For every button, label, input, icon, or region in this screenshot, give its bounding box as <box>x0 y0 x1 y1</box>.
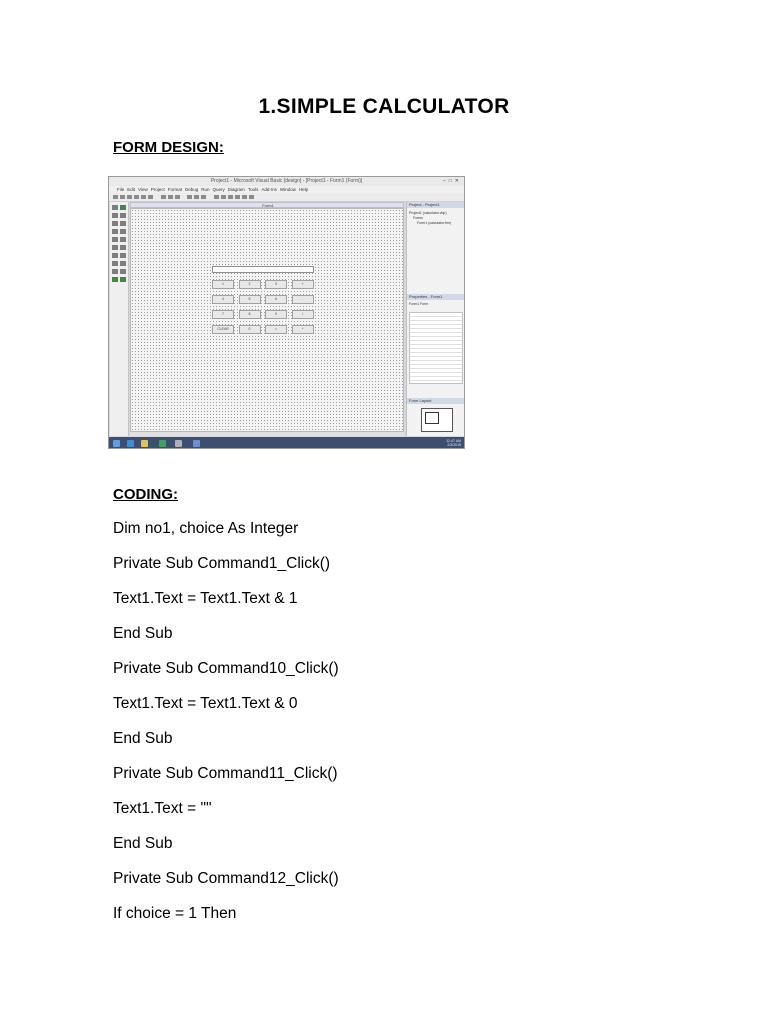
file-tool-icon <box>120 261 126 266</box>
calculator-button: - <box>292 295 314 304</box>
coding-heading: CODING: <box>113 486 178 503</box>
ide-menu-item: Query <box>212 187 225 192</box>
properties-pane-header: Properties - Form1 <box>407 294 465 300</box>
ide-window-title: Project1 - Microsoft Visual Basic [design] - [Project1 - Form1 (Form)] <box>210 178 363 184</box>
clock-time: 12:47 AM <box>446 439 461 443</box>
code-line: Private Sub Command1_Click() <box>113 555 331 572</box>
toolbar-icon <box>187 195 192 199</box>
calculator-button: CLEAR <box>212 325 234 334</box>
ide-toolbar <box>109 193 464 202</box>
toolbar-icon <box>120 195 125 199</box>
calculator-button: + <box>292 280 314 289</box>
calculator-button: 3 <box>265 280 287 289</box>
code-line: Private Sub Command11_Click() <box>113 765 338 782</box>
form-design-screenshot <box>108 176 465 449</box>
browser-icon <box>127 440 134 447</box>
frame-tool-icon <box>112 221 118 226</box>
toolbar-icon <box>194 195 199 199</box>
ide-menu-item: Edit <box>127 187 136 192</box>
code-line: End Sub <box>113 625 173 642</box>
project-tree-form: Form1 (calculator.frm) <box>417 221 452 225</box>
calculator-button: 2 <box>239 280 261 289</box>
document-title: 1.SIMPLE CALCULATOR <box>258 95 510 118</box>
code-line: If choice = 1 Then <box>113 905 237 922</box>
ide-menu-item: Tools <box>247 187 259 192</box>
window-controls-icon: –□✕ <box>443 178 462 184</box>
toolbar-icon <box>168 195 173 199</box>
project-pane-header: Project - Project1 <box>407 202 465 208</box>
toolbar-icon <box>201 195 206 199</box>
checkbox-tool-icon <box>112 229 118 234</box>
ide-menu-item: File <box>117 187 125 192</box>
vscroll-tool-icon <box>120 245 126 250</box>
properties-object: Form1 Form <box>409 302 429 306</box>
form-layout-monitor-icon <box>421 408 453 432</box>
form-grid <box>130 208 404 432</box>
ide-menu-item: Add-Ins <box>261 187 277 192</box>
toolbar-icon <box>148 195 153 199</box>
ide-menu-item: Format <box>167 187 182 192</box>
toolbar-icon <box>161 195 166 199</box>
windows-taskbar <box>109 437 464 449</box>
calculator-button: * <box>292 325 314 334</box>
button-tool-icon <box>120 221 126 226</box>
calculator-button: 1 <box>212 280 234 289</box>
toolbar-icon <box>175 195 180 199</box>
form-layout-form-icon <box>425 412 439 424</box>
listbox-tool-icon <box>120 237 126 242</box>
calculator-button: 0 <box>239 325 261 334</box>
ide-menu-item: Debug <box>185 187 199 192</box>
code-line: Private Sub Command12_Click() <box>113 870 339 887</box>
image-tool-icon <box>112 277 118 282</box>
label-tool-icon <box>112 213 118 218</box>
line-tool-icon <box>120 269 126 274</box>
code-line: Dim no1, choice As Integer <box>113 520 299 537</box>
toolbar-icon <box>141 195 146 199</box>
app-icon <box>175 440 182 447</box>
pointer-tool-icon <box>112 205 118 210</box>
textbox-tool-icon <box>120 213 126 218</box>
ide-right-panes <box>406 202 465 436</box>
form-layout-header: Form Layout <box>407 398 465 404</box>
code-line: End Sub <box>113 730 173 747</box>
ide-toolbox <box>110 202 129 436</box>
ide-menu-item: Window <box>279 187 296 192</box>
folder-icon <box>141 440 148 447</box>
toolbar-icon <box>228 195 233 199</box>
calculator-button: 8 <box>239 310 261 319</box>
shape-tool-icon <box>112 269 118 274</box>
calculator-button: 5 <box>239 295 261 304</box>
picturebox-tool-icon <box>120 205 126 210</box>
visual-basic-icon <box>193 440 200 447</box>
property-row <box>410 377 462 381</box>
toolbar-icon <box>221 195 226 199</box>
calculator-display-textbox <box>212 266 314 273</box>
ide-menu-item: Diagram <box>227 187 245 192</box>
combobox-tool-icon <box>112 237 118 242</box>
drive-tool-icon <box>120 253 126 258</box>
ide-menu-item: View <box>138 187 148 192</box>
code-line: Text1.Text = "" <box>113 800 212 817</box>
calculator-button: / <box>292 310 314 319</box>
form-design-heading: FORM DESIGN: <box>113 139 224 156</box>
toolbar-icon <box>134 195 139 199</box>
project-tree-folder: Forms <box>413 216 423 220</box>
option-tool-icon <box>120 229 126 234</box>
ide-menu-items <box>117 187 311 192</box>
calculator-button: 9 <box>265 310 287 319</box>
toolbar-icon <box>242 195 247 199</box>
code-line: Text1.Text = Text1.Text & 0 <box>113 695 298 712</box>
data-tool-icon <box>120 277 126 282</box>
project-tree-root: Project1 (calculator.vbp) <box>409 211 447 215</box>
app-icon <box>159 440 166 447</box>
clock-date: 2/3/2015 <box>447 443 461 447</box>
toolbar-icon <box>127 195 132 199</box>
calculator-button: 6 <box>265 295 287 304</box>
calculator-button: = <box>265 325 287 334</box>
toolbar-icon <box>235 195 240 199</box>
ide-menu-item: Project <box>150 187 165 192</box>
calculator-button: 4 <box>212 295 234 304</box>
ide-menu-item: Run <box>201 187 210 192</box>
code-line: End Sub <box>113 835 173 852</box>
dir-tool-icon <box>112 261 118 266</box>
hscroll-tool-icon <box>112 245 118 250</box>
toolbar-icon <box>113 195 118 199</box>
taskbar-clock <box>446 439 461 447</box>
form-title: Form1 <box>262 203 274 208</box>
code-line: Text1.Text = Text1.Text & 1 <box>113 590 298 607</box>
ide-menu-item: Help <box>298 187 309 192</box>
form-scrollbar <box>130 432 404 436</box>
start-icon <box>113 440 120 447</box>
code-line: Private Sub Command10_Click() <box>113 660 339 677</box>
timer-tool-icon <box>112 253 118 258</box>
properties-grid <box>409 312 463 384</box>
toolbar-icon <box>249 195 254 199</box>
ide-menu-bar <box>109 186 464 193</box>
toolbar-icon <box>214 195 219 199</box>
calculator-button: 7 <box>212 310 234 319</box>
